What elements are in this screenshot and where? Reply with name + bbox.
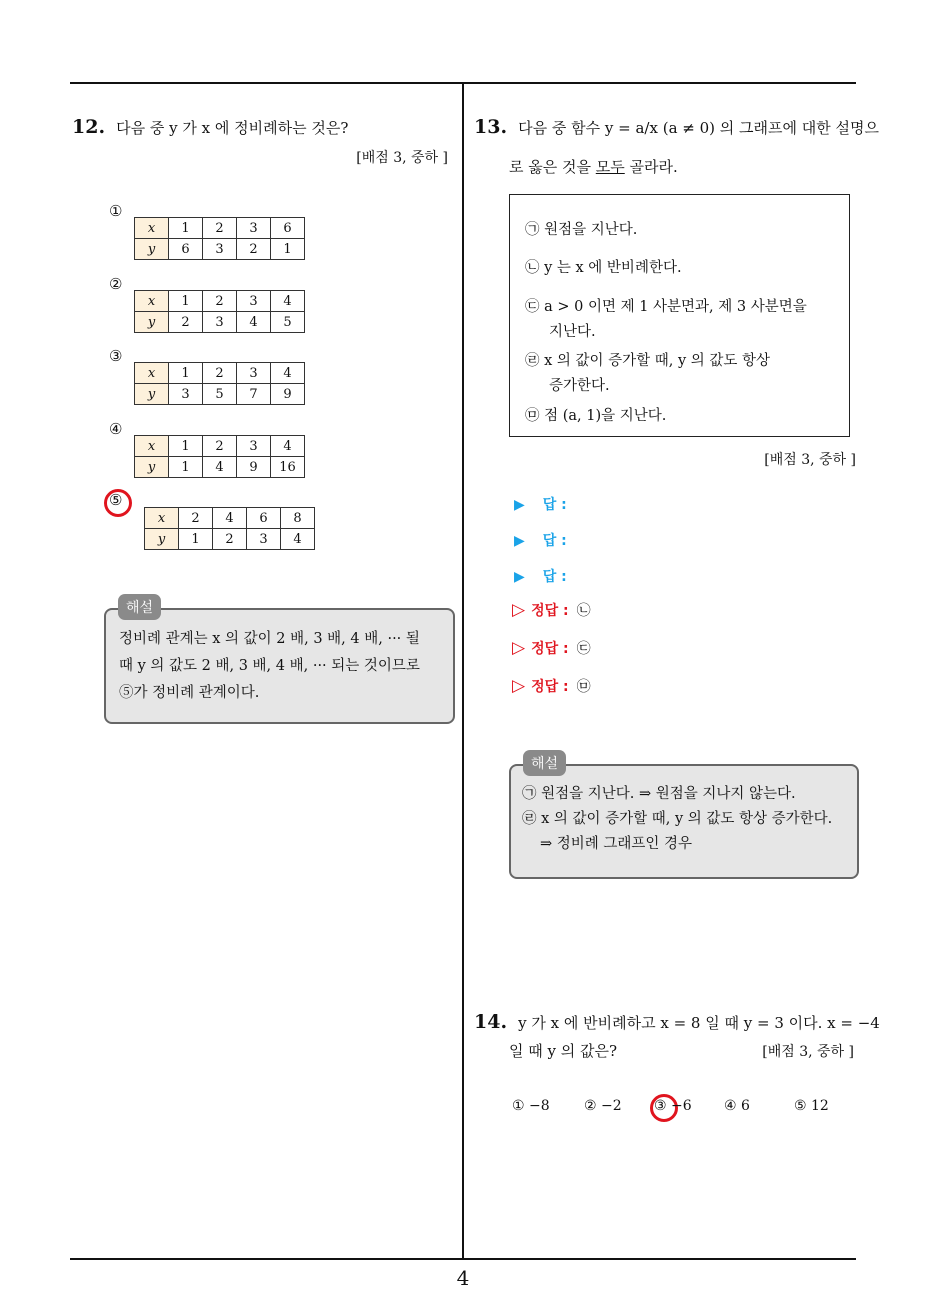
- q14-text-line1: y 가 x 에 반비례하고 x = 8 일 때 y = 3 이다. x = −4: [518, 1014, 880, 1032]
- cell: 6: [169, 239, 203, 260]
- row-y-header: y: [135, 239, 169, 260]
- q13-text-part: 골라라.: [624, 158, 678, 176]
- cell: 4: [271, 363, 305, 384]
- key-label: 정답 :: [531, 679, 569, 695]
- cell: 3: [237, 363, 271, 384]
- row-x-header: x: [135, 363, 169, 384]
- table-row: [145, 529, 315, 550]
- cell: 9: [237, 457, 271, 478]
- row-y-header: y: [135, 457, 169, 478]
- q13-answer-row-2[interactable]: [514, 530, 567, 550]
- table-row: [135, 218, 305, 239]
- q13-explanation-tag: 해설: [523, 750, 566, 776]
- q13-statement-5: ㉤ 점 (a, 1)을 지난다.: [525, 408, 667, 424]
- q14-choice-3[interactable]: ③ −6: [654, 1098, 692, 1114]
- q12-option-4-table: [134, 435, 305, 478]
- q12-explanation-tag: 해설: [118, 594, 161, 620]
- q13-key-row-1: [512, 600, 591, 620]
- q14-choice-4[interactable]: ④ 6: [724, 1098, 750, 1114]
- q13-meta: [배점 3, 중하 ]: [764, 452, 856, 468]
- explanation-line: ㉠ 원점을 지난다. ⇒ 원점을 지나지 않는다.: [522, 786, 796, 802]
- q14-header: [474, 1011, 880, 1033]
- q13-text-line2: [509, 156, 678, 177]
- play-arrow-icon: ▶: [514, 569, 525, 585]
- q12-explanation-text: [119, 626, 449, 707]
- table-row: [135, 436, 305, 457]
- q13-statement-3-cont: 지난다.: [549, 324, 596, 340]
- q14-meta: [배점 3, 중하 ]: [762, 1044, 854, 1060]
- key-value: ㉢: [576, 641, 591, 657]
- q14-number: 14.: [474, 1011, 508, 1033]
- q14-choice-2[interactable]: ② −2: [584, 1098, 622, 1114]
- cell: 4: [213, 508, 247, 529]
- q13-header: [474, 116, 879, 138]
- q13-number: 13.: [474, 116, 508, 138]
- cell: 3: [247, 529, 281, 550]
- cell: 5: [203, 384, 237, 405]
- explanation-line: ⇒ 정비례 그래프인 경우: [540, 836, 693, 852]
- q14-choice-1[interactable]: ① −8: [512, 1098, 550, 1114]
- q12-meta: [배점 3, 중하 ]: [356, 150, 448, 166]
- q12-header: [72, 116, 348, 138]
- q13-statement-4: ㉣ x 의 값이 증가할 때, y 의 값도 항상: [525, 353, 771, 369]
- cell: 2: [179, 508, 213, 529]
- key-label: 정답 :: [531, 641, 569, 657]
- row-y-header: y: [135, 384, 169, 405]
- cell: 2: [213, 529, 247, 550]
- q14-choice-5[interactable]: ⑤ 12: [794, 1098, 829, 1114]
- q12-option-5-table: [144, 507, 315, 550]
- q12-option-1-label[interactable]: ①: [109, 202, 123, 220]
- key-value: ㉤: [576, 679, 591, 695]
- answer-label: 답 :: [542, 497, 567, 513]
- answer-label: 답 :: [542, 569, 567, 585]
- table-row: [135, 363, 305, 384]
- q12-number: 12.: [72, 116, 106, 138]
- q14-text-line2: 일 때 y 의 값은?: [509, 1042, 618, 1060]
- q12-option-1-table: [134, 217, 305, 260]
- key-label: 정답 :: [531, 603, 569, 619]
- cell: 8: [281, 508, 315, 529]
- cell: 1: [271, 239, 305, 260]
- q13-statement-2: ㉡ y 는 x 에 반비례한다.: [525, 260, 682, 276]
- q12-option-2-label[interactable]: ②: [109, 275, 123, 293]
- table-row: [135, 457, 305, 478]
- cell: 3: [237, 436, 271, 457]
- q14-choices: [0, 1098, 926, 1118]
- cell: 4: [237, 312, 271, 333]
- row-x-header: x: [135, 291, 169, 312]
- cell: 1: [169, 218, 203, 239]
- q13-statement-3: ㉢ a > 0 이면 제 1 사분면과, 제 3 사분면을: [525, 299, 807, 315]
- q13-answer-row-1[interactable]: [514, 494, 567, 514]
- cell: 9: [271, 384, 305, 405]
- q12-option-4-label[interactable]: ④: [109, 420, 123, 438]
- row-x-header: x: [145, 508, 179, 529]
- cell: 2: [237, 239, 271, 260]
- cell: 4: [281, 529, 315, 550]
- cell: 1: [169, 363, 203, 384]
- q13-statement-4-cont: 증가한다.: [549, 378, 610, 394]
- answer-label: 답 :: [542, 533, 567, 549]
- cell: 2: [203, 436, 237, 457]
- q13-emphasis: 모두: [595, 158, 625, 176]
- page-number: 4: [456, 1266, 470, 1290]
- q12-option-5-label[interactable]: ⑤: [109, 491, 123, 509]
- cell: 1: [169, 291, 203, 312]
- cell: 5: [271, 312, 305, 333]
- explanation-line: ⑤가 정비례 관계이다.: [119, 685, 260, 701]
- q12-text: 다음 중 y 가 x 에 정비례하는 것은?: [116, 119, 349, 137]
- cell: 3: [237, 218, 271, 239]
- q13-statement-1: ㉠ 원점을 지난다.: [525, 222, 638, 238]
- explanation-line: 정비례 관계는 x 의 값이 2 배, 3 배, 4 배, ··· 될: [119, 631, 420, 647]
- cell: 6: [247, 508, 281, 529]
- play-arrow-icon: ▶: [514, 497, 525, 513]
- cell: 4: [271, 291, 305, 312]
- cell: 6: [271, 218, 305, 239]
- column-divider: [462, 82, 464, 1258]
- row-y-header: y: [135, 312, 169, 333]
- cell: 4: [271, 436, 305, 457]
- cell: 3: [237, 291, 271, 312]
- q12-option-3-table: [134, 362, 305, 405]
- bottom-rule: [70, 1258, 856, 1260]
- table-row: [135, 312, 305, 333]
- cell: 2: [203, 218, 237, 239]
- q13-answer-row-3[interactable]: [514, 566, 567, 586]
- q12-option-2-table: [134, 290, 305, 333]
- explanation-line: 때 y 의 값도 2 배, 3 배, 4 배, ··· 되는 것이므로: [119, 658, 420, 674]
- table-row: [135, 384, 305, 405]
- cell: 3: [169, 384, 203, 405]
- cell: 2: [203, 363, 237, 384]
- q12-option-3-label[interactable]: ③: [109, 347, 123, 365]
- q13-explanation-text: [522, 782, 852, 857]
- triangle-outline-icon: ▷: [512, 676, 526, 696]
- explanation-line: ㉣ x 의 값이 증가할 때, y 의 값도 항상 증가한다.: [522, 811, 833, 827]
- cell: 16: [271, 457, 305, 478]
- q13-text-part: 로 옳은 것을: [509, 158, 596, 176]
- table-row: [135, 291, 305, 312]
- row-x-header: x: [135, 218, 169, 239]
- row-x-header: x: [135, 436, 169, 457]
- q13-key-row-2: [512, 638, 591, 658]
- cell: 2: [203, 291, 237, 312]
- triangle-outline-icon: ▷: [512, 638, 526, 658]
- cell: 2: [169, 312, 203, 333]
- cell: 1: [169, 436, 203, 457]
- key-value: ㉡: [576, 603, 591, 619]
- cell: 1: [179, 529, 213, 550]
- cell: 1: [169, 457, 203, 478]
- q13-text-line1: 다음 중 함수 y = a/x (a ≠ 0) 의 그래프에 대한 설명으: [518, 119, 879, 137]
- triangle-outline-icon: ▷: [512, 600, 526, 620]
- play-arrow-icon: ▶: [514, 533, 525, 549]
- row-y-header: y: [145, 529, 179, 550]
- q13-key-row-3: [512, 676, 591, 696]
- table-row: [135, 239, 305, 260]
- table-row: [145, 508, 315, 529]
- cell: 3: [203, 312, 237, 333]
- cell: 4: [203, 457, 237, 478]
- cell: 3: [203, 239, 237, 260]
- cell: 7: [237, 384, 271, 405]
